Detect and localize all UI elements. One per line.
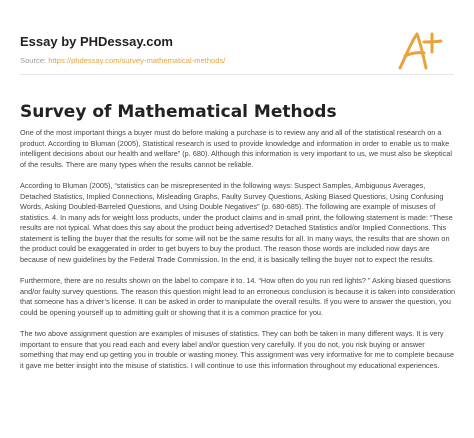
paragraph: According to Bluman (2005), “statistics can be misrepresented in the following ways: Suspect Samples, Ambiguous Averages, Detached Statistics, Implied Connections, Misleading Graphs, Faulty Survey Questions, Asking Biased Questions, Using Confusing Words, Asking Doubled-Barreled Questions, and Using Double Negatives” (p. 680-685). The following are example of misuses of statistics. 4. In many ads for weight loss products, under the product claims and in small print, the following statement is made: “These results are not typical. What does this say about the product being advertised? Detached Statistics and/or Implied Connections. This statement is telling the buyer that the results for some will not be the same results for all. In many ways, the results that are shown on the product could be exaggerated in order to get buyers to buy the product. The reason those words are included now days are because of new guidelines by the Federal Trade Commission. In the end, it is basically telling the buyer not to expect the results. xyxy=(20,181,453,264)
paragraph: One of the most important things a buyer must do before making a purchase is to review any and all of the statistical research on a product. According to Bluman (2005), Statistical research is used to provide knowledge and information in order to enable us to make intelligent decisions about our health and welfare” (p. 680). Although this information is very important to us, we must also be skeptical of the results. There are many types when the results cannot be reliable. xyxy=(20,128,452,169)
site-title: Essay by PHDessay.com xyxy=(20,34,173,49)
source-label: Source: xyxy=(20,56,49,65)
document-body xyxy=(20,128,456,382)
paragraph: Furthermore, there are no results shown on the label to compare it to. 14. “How often do you run red lights? ” Asking biased questions and/or faulty survey questions. The reason this question might lead to an erroneous conclusion is because it is taken into consideration that someone has a driver’s license. It can be asked in order to manipulate the overall results. If you were to answer the question, you could be opening yourself up to admitting guilt or showing that it is a common practice for you. xyxy=(20,276,456,317)
header-divider xyxy=(20,74,454,75)
source-line xyxy=(20,56,225,65)
source-link[interactable]: https://phdessay.com/survey-mathematical-methods/ xyxy=(48,56,226,65)
paragraph: The two above assignment question are examples of misuses of statistics. They can both be taken in many different ways. It is very important to ensure that you read each and every label and/or question very carefully. If you do not, you risk buying or answer something that may end up getting you in trouble or wasting money. This assignment was very informative for me to complete because it gave me better insight into the misuse of statistics. I will continue to use this information throughout my educational experiences. xyxy=(20,329,455,370)
document-title: Survey of Mathematical Methods xyxy=(20,102,337,122)
a-plus-icon xyxy=(396,28,444,72)
